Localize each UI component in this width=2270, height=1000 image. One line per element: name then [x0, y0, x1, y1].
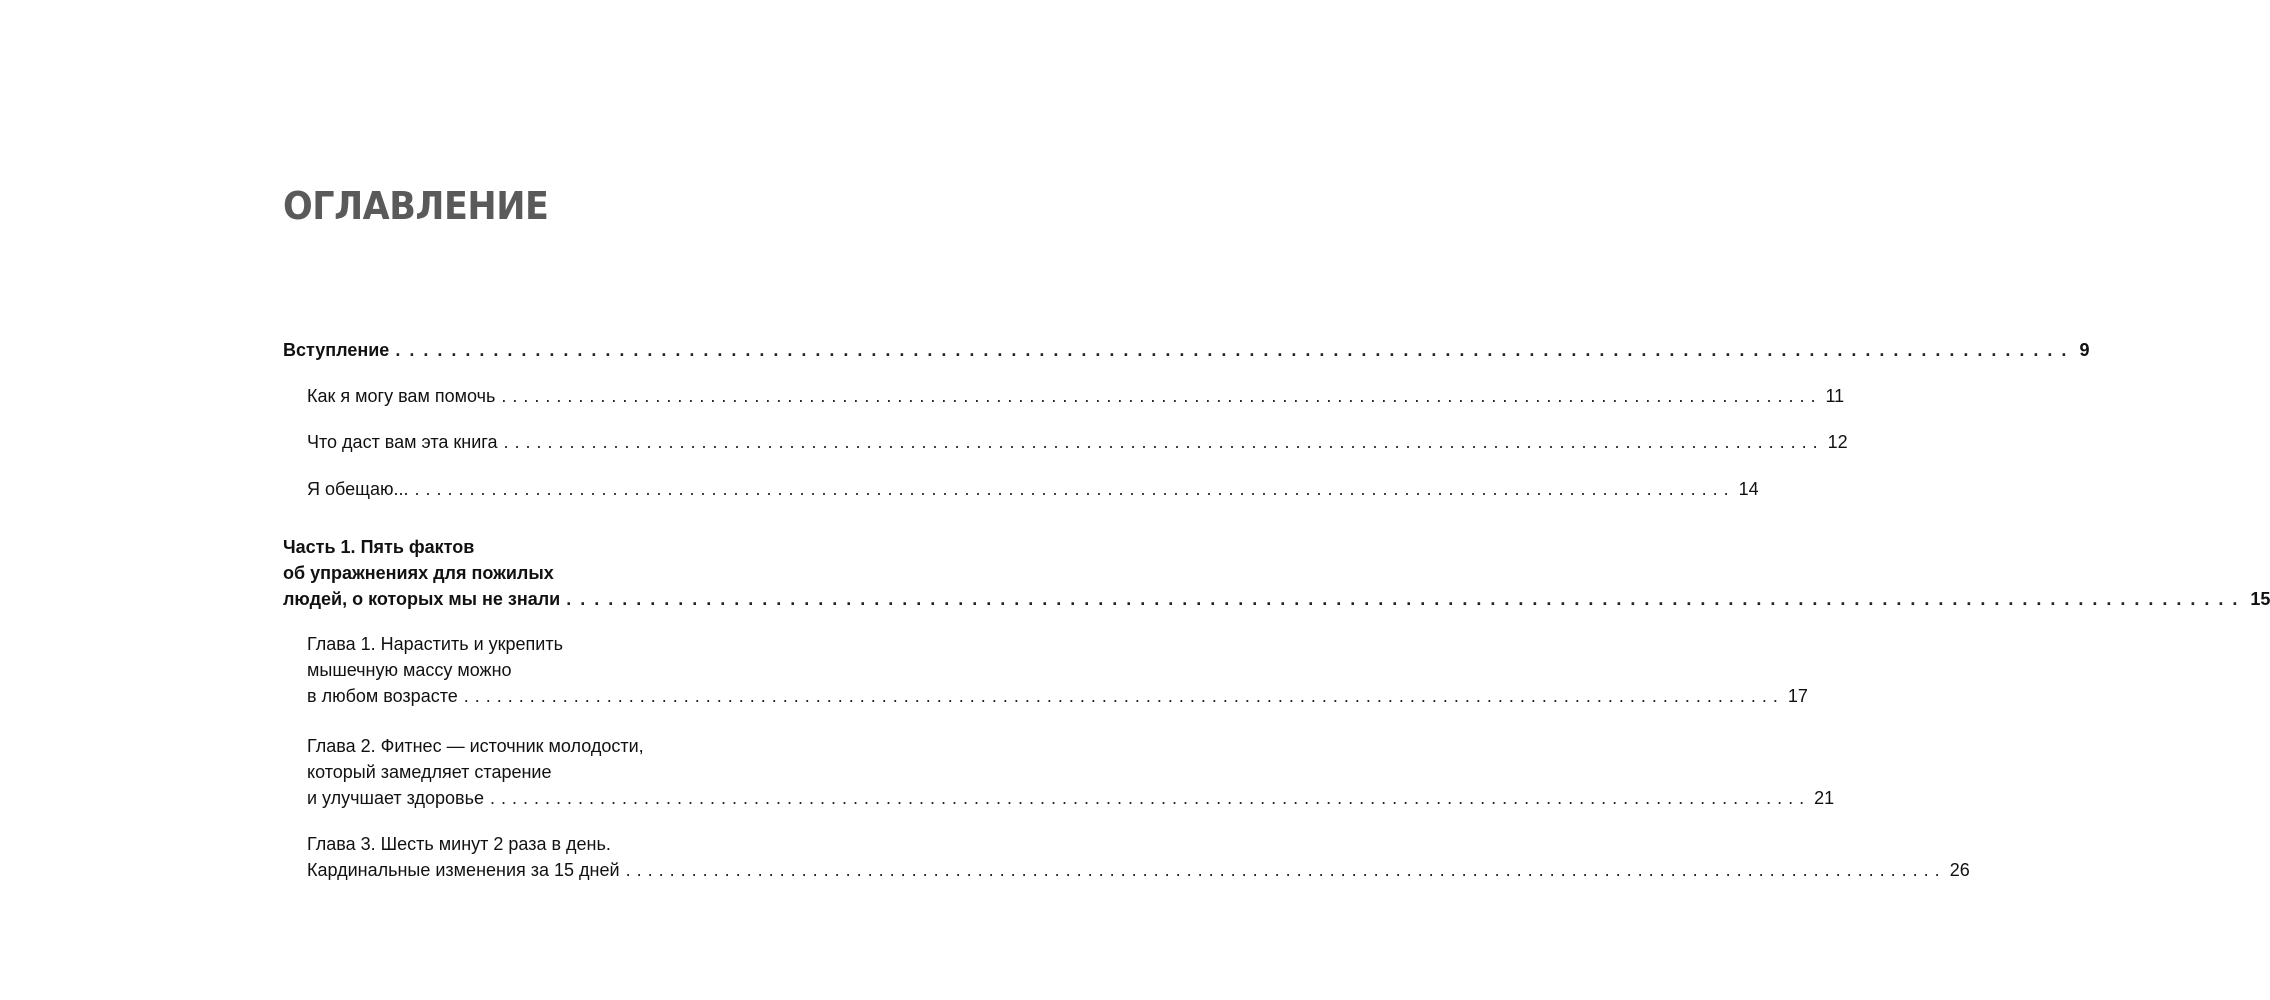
toc-entry-line	[307, 683, 1808, 709]
dot-leader: ........................................................................................................................	[490, 788, 1811, 808]
toc-entry-title: Что даст вам эта книга	[307, 432, 498, 452]
dot-leader: ........................................................................................................................	[501, 386, 1822, 406]
toc-entry-i-promise[interactable]	[307, 476, 1759, 502]
toc-page-number: 12	[1827, 432, 1848, 452]
toc-entry-chapter-1[interactable]	[307, 631, 1808, 709]
toc-page-number: 26	[1949, 860, 1970, 880]
toc-entry-how-i-can-help[interactable]	[307, 383, 1845, 409]
dot-leader: ........................................................................................................................	[395, 340, 2076, 360]
dot-leader: ........................................................................................................................	[625, 860, 1946, 880]
toc-entry-title: Вступление	[283, 340, 390, 360]
toc-entry-title: людей, о которых мы не знали	[283, 589, 561, 609]
toc-entry-title: Я обещаю...	[307, 479, 409, 499]
toc-entry-title: в любом возрасте	[307, 686, 458, 706]
toc-entry-line: Глава 2. Фитнес — источник молодости,	[307, 736, 644, 756]
toc-entry-line: Часть 1. Пять фактов	[283, 537, 475, 557]
toc-entry-line: который замедляет старение	[307, 762, 552, 782]
dot-leader: ........................................................................................................................	[463, 686, 1784, 706]
toc-page-number: 21	[1814, 788, 1835, 808]
dot-leader: ........................................................................................................................	[503, 432, 1824, 452]
toc-entry-line	[307, 857, 1970, 883]
toc-entry-line: об упражнениях для пожилых	[283, 563, 554, 583]
toc-page-number: 17	[1787, 686, 1808, 706]
toc-entry-title: Как я могу вам помочь	[307, 386, 496, 406]
toc-entry-chapter-2[interactable]	[307, 733, 1835, 811]
toc-entry-introduction[interactable]	[283, 337, 2090, 363]
toc-entry-part-1[interactable]	[283, 534, 2270, 612]
toc-entry-title: и улучшает здоровье	[307, 788, 484, 808]
toc-page-number: 11	[1825, 386, 1845, 406]
toc-entry-line	[283, 586, 2270, 612]
toc-entry-line: Глава 3. Шесть минут 2 раза в день.	[307, 834, 611, 854]
toc-entry-title: Кардинальные изменения за 15 дней	[307, 860, 620, 880]
toc-entry-line	[307, 476, 1759, 502]
dot-leader: ........................................................................................................................	[414, 479, 1735, 499]
page-title: ОГЛАВЛЕНИЕ	[283, 184, 549, 228]
toc-page-number: 9	[2079, 340, 2090, 360]
toc-entry-what-book-gives[interactable]	[307, 429, 1848, 455]
toc-entry-line	[283, 337, 2090, 363]
toc-entry-line	[307, 383, 1845, 409]
toc-entry-line: Глава 1. Нарастить и укрепить	[307, 634, 563, 654]
toc-entry-chapter-3[interactable]	[307, 831, 1970, 883]
toc-entry-line	[307, 429, 1848, 455]
dot-leader: ........................................................................................................................	[566, 589, 2247, 609]
toc-page-number: 14	[1738, 479, 1759, 499]
toc-page-number: 15	[2250, 589, 2270, 609]
toc-entry-line	[307, 785, 1835, 811]
toc-entry-line: мышечную массу можно	[307, 660, 512, 680]
